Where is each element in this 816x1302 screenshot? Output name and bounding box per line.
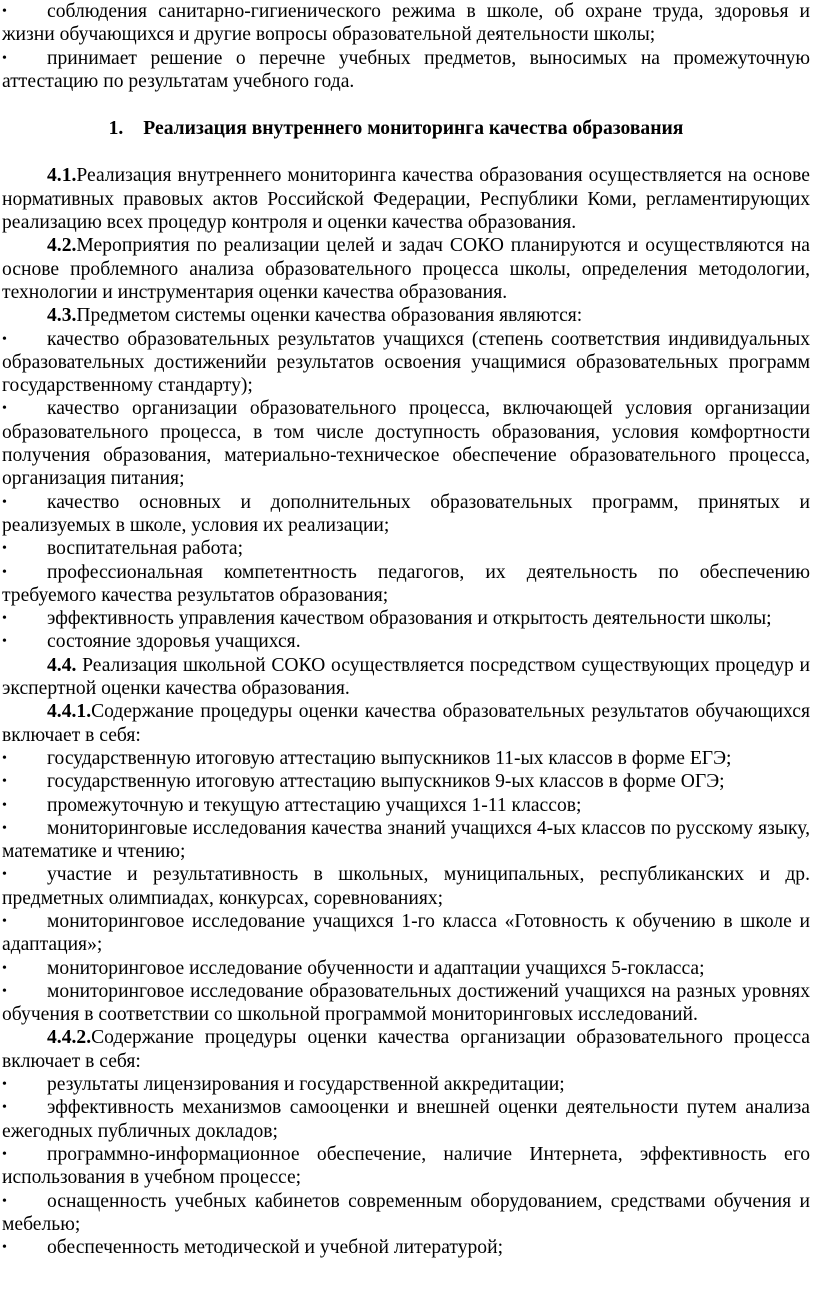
paragraph-number: 4.1. bbox=[47, 165, 77, 187]
paragraph-number: 4.4. bbox=[47, 654, 77, 676]
list-item: • государственную итоговую аттестацию выпускников 11-ых классов в форме ЕГЭ; bbox=[2, 747, 810, 770]
list-item: • качество основных и дополнительных образовательных программ, принятых и реализуемых в школе, условия их реализации; bbox=[2, 491, 810, 538]
paragraph-text: Мероприятия по реализации целей и задач СОКО планируются и осуществляются на основе проблемного анализа образовательного процесса школы, определения методологии, технологии и инструментария оценки качества образования. bbox=[2, 235, 810, 303]
list-item: • программно-информационное обеспечение, наличие Интернета, эффективность его использования в учебном процессе; bbox=[2, 1143, 810, 1190]
list-item: • участие и результативность в школьных, муниципальных, республиканских и др. предметных олимпиадах, конкурсах, соревнованиях; bbox=[2, 863, 810, 910]
list-item: • оснащенность учебных кабинетов современным оборудованием, средствами обучения и мебелью; bbox=[2, 1190, 810, 1237]
list-item: • эффективность механизмов самооценки и внешней оценки деятельности путем анализа ежегодных публичных докладов; bbox=[2, 1096, 810, 1143]
list-item: • качество организации образовательного процесса, включающей условия организации образовательного процесса, в том числе доступность образования, условия комфортности получения образования, материально-техническое обеспечение образовательного процесса, организация питания; bbox=[2, 397, 810, 490]
list-item: • соблюдения санитарно-гигиенического режима в школе, об охране труда, здоровья и жизни обучающихся и другие вопросы образовательной деятельности школы; bbox=[2, 0, 810, 47]
list-item: • мониторинговое исследование образовательных достижений учащихся на разных уровнях обучения в соответствии со школьной программой мониторинговых исследований. bbox=[2, 980, 810, 1027]
section-title: Реализация внутреннего мониторинга качества образования bbox=[143, 118, 684, 140]
list-item: • промежуточную и текущую аттестацию учащихся 1-11 классов; bbox=[2, 794, 810, 817]
paragraph-text: Содержание процедуры оценки качества образовательных результатов обучающихся включает в себя: bbox=[2, 701, 810, 746]
paragraph-4-3 bbox=[2, 304, 810, 327]
paragraph-text: Реализация внутреннего мониторинга качества образования осуществляется на основе нормативных правовых актов Российской Федерации, Республики Коми, регламентирующих реализацию всех процедур контроля и оценки качества образования. bbox=[2, 165, 810, 234]
list-item: • мониторинговое исследование обученности и адаптации учащихся 5-гокласса; bbox=[2, 957, 810, 980]
paragraph-4-4 bbox=[2, 654, 810, 701]
paragraph-4-4-2 bbox=[2, 1026, 810, 1073]
list-item: • мониторинговые исследования качества знаний учащихся 4-ых классов по русскому языку, математике и чтению; bbox=[2, 817, 810, 864]
list-item: • принимает решение о перечне учебных предметов, выносимых на промежуточную аттестацию по результатам учебного года. bbox=[2, 47, 810, 94]
paragraph-number: 4.4.1. bbox=[47, 701, 92, 723]
list-item: • эффективность управления качеством образования и открытость деятельности школы; bbox=[2, 607, 810, 630]
paragraph-4-1 bbox=[2, 164, 810, 234]
section-number: 1. bbox=[108, 118, 124, 140]
paragraph-number: 4.2. bbox=[47, 235, 77, 257]
list-item: • состояние здоровья учащихся. bbox=[2, 630, 810, 653]
list-item: • результаты лицензирования и государственной аккредитации; bbox=[2, 1073, 810, 1096]
paragraph-text: Содержание процедуры оценки качества организации образовательного процесса включает в себя: bbox=[2, 1027, 810, 1072]
paragraph-number: 4.4.2. bbox=[47, 1027, 92, 1049]
paragraph-text: Реализация школьной СОКО осуществляется посредством существующих процедур и экспертной оценки качества образования. bbox=[2, 654, 810, 700]
paragraph-number: 4.3. bbox=[47, 305, 77, 327]
list-item: • качество образовательных результатов учащихся (степень соответствия индивидуальных образовательных достиженийи результатов освоения учащимися образовательных программ государственному стандарту); bbox=[2, 328, 810, 398]
paragraph-text: Предметом системы оценки качества образования являются: bbox=[76, 305, 583, 327]
list-item: • воспитательная работа; bbox=[2, 537, 810, 560]
list-item: • государственную итоговую аттестацию выпускников 9-ых классов в форме ОГЭ; bbox=[2, 770, 810, 793]
paragraph-4-2 bbox=[2, 234, 810, 304]
paragraph-4-4-1 bbox=[2, 700, 810, 747]
section-heading bbox=[2, 117, 810, 140]
list-item: • мониторинговое исследование учащихся 1-го класса «Готовность к обучению в школе и адаптация»; bbox=[2, 910, 810, 957]
list-item: • профессиональная компетентность педагогов, их деятельность по обеспечению требуемого качества результатов образования; bbox=[2, 561, 810, 608]
list-item: • обеспеченность методической и учебной литературой; bbox=[2, 1236, 810, 1259]
